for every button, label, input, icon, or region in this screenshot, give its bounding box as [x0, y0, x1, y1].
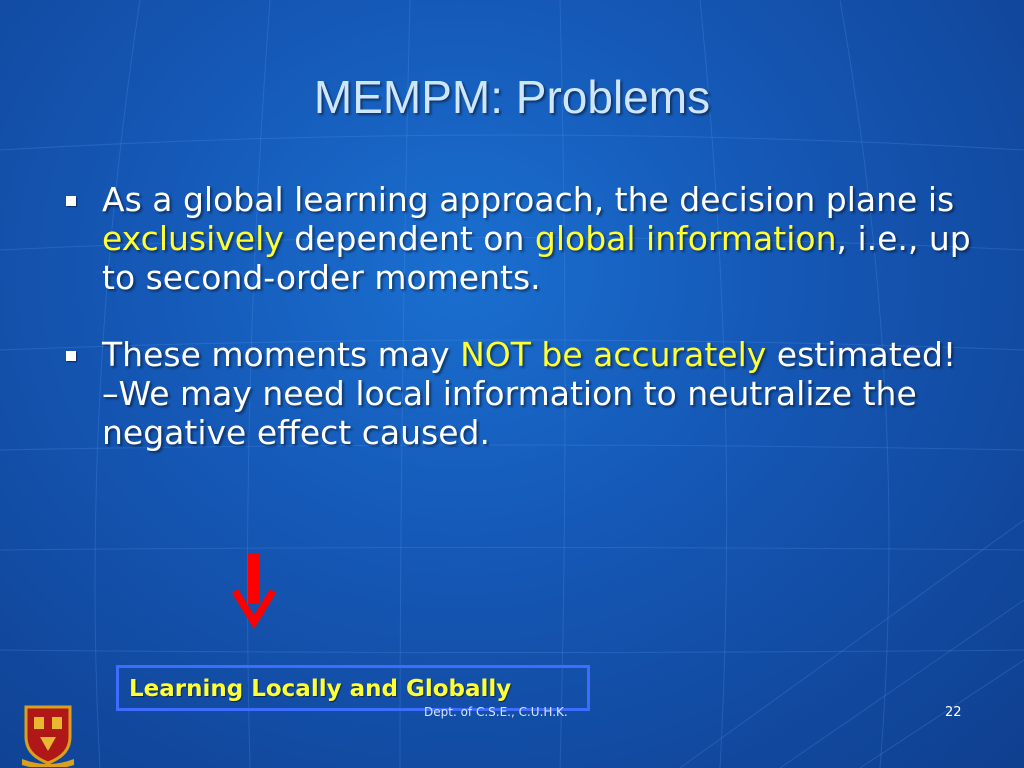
bullet-text-segment: , i.e., up to second-order moments. — [102, 219, 971, 297]
bullet-text-segment: These moments may — [102, 335, 461, 374]
bullet-list — [62, 180, 982, 490]
highlighted-text: global information — [534, 219, 837, 258]
bullet-text-segment: As a global learning approach, the decision plane is — [102, 180, 955, 219]
page-number: 22 — [945, 705, 962, 720]
bullet-text — [102, 180, 982, 297]
square-bullet-icon — [66, 196, 76, 206]
highlighted-text: NOT be accurately — [460, 335, 767, 374]
down-arrow-icon — [226, 553, 282, 633]
bullet-text — [102, 335, 982, 452]
callout-text: Learning Locally and Globally — [129, 676, 512, 702]
bullet-item-1 — [62, 180, 982, 297]
bullet-text-segment: estimated! –We may need local information to neutralize the negative effect caused. — [102, 335, 957, 452]
slide-title: MEMPM: Problems — [313, 71, 711, 123]
footer-text: Dept. of C.S.E., C.U.H.K. — [424, 705, 568, 719]
bullet-text-segment: dependent on — [283, 219, 535, 258]
bullet-item-2 — [62, 335, 982, 452]
university-crest-icon — [20, 703, 76, 767]
highlighted-text: exclusively — [102, 219, 284, 258]
square-bullet-icon — [66, 351, 76, 361]
